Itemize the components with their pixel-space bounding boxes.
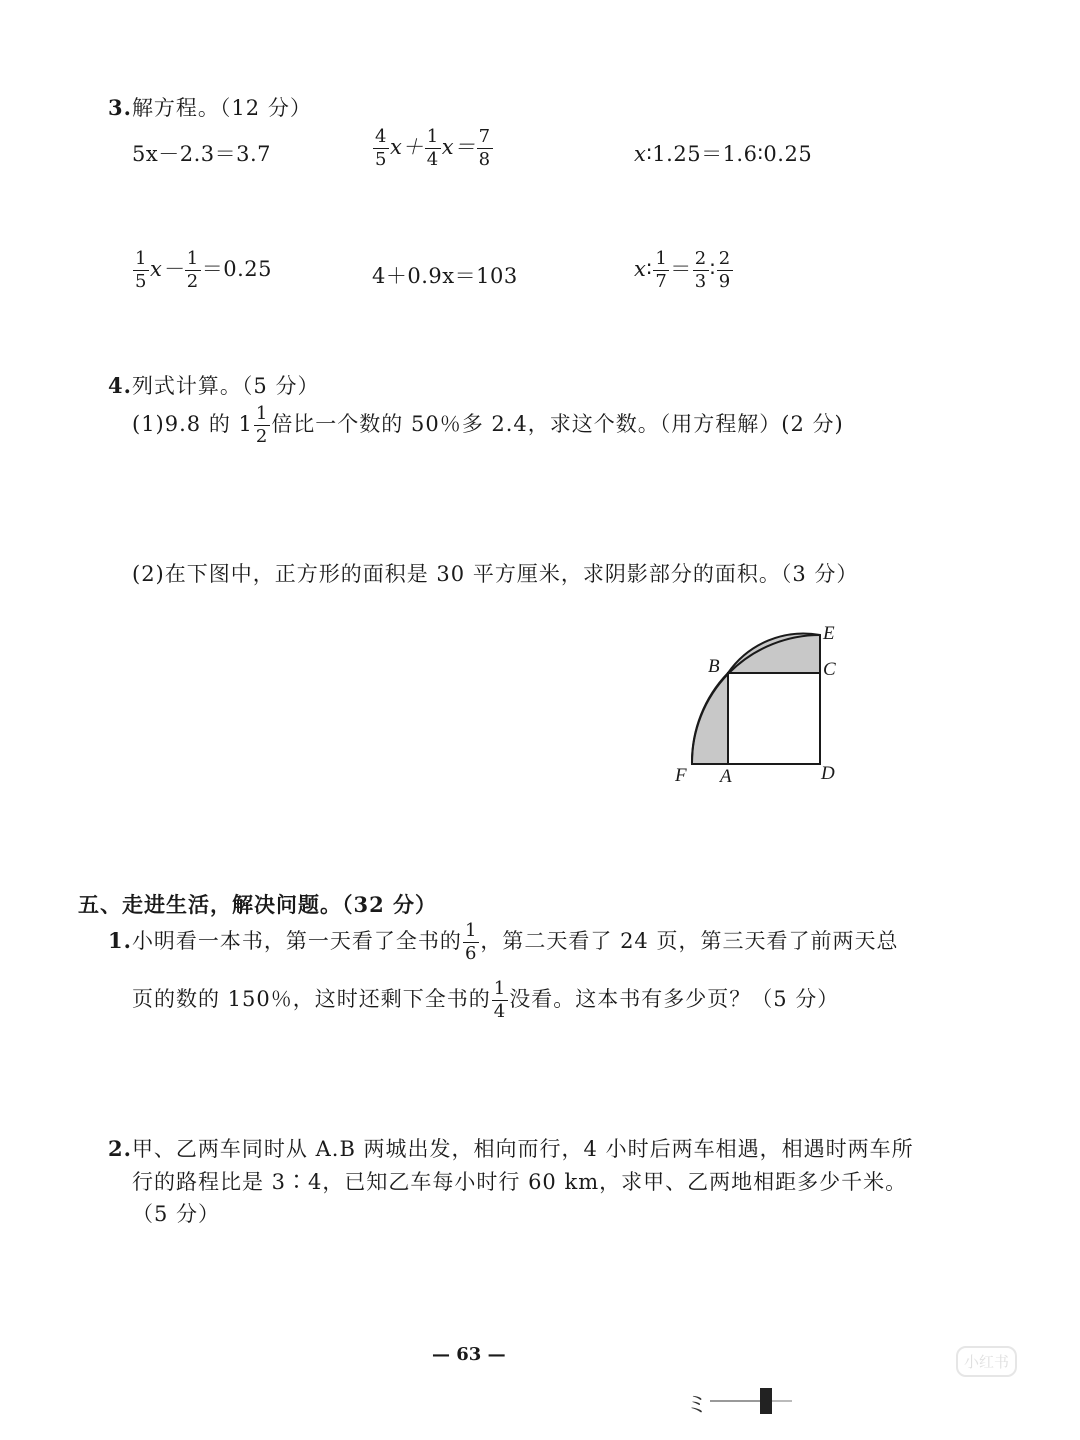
fraction: $\frac{4}{5}$ [375, 126, 387, 170]
fraction: $\frac{1}{4}$ [493, 978, 507, 1022]
geometry-figure [660, 615, 860, 795]
label-a: A [720, 766, 732, 787]
page-number: — 63 — [432, 1344, 506, 1365]
fraction: $\frac{1}{6}$ [464, 920, 478, 964]
s5-q1-number: 1. [108, 928, 132, 953]
equation-2-mid: x＋ [389, 135, 424, 159]
s5-q2-line2: 行的路程比是 3∶4，已知乙车每小时行 60 km，求甲、乙两地相距多少千米。 [132, 1170, 908, 1194]
equation-2-tail: x＝ [441, 135, 476, 159]
equation-3: x∶1.25＝1.6∶0.25 [634, 142, 813, 166]
q4-number: 4. [108, 373, 132, 398]
fraction: $\frac{7}{8}$ [478, 126, 491, 170]
equation-1: 5x－2.3＝3.7 [132, 142, 271, 166]
section5-title: 五、走进生活，解决问题。（32 分） [78, 892, 438, 917]
fraction: $\frac{1}{4}$ [426, 126, 439, 170]
s5-q2-number: 2. [108, 1136, 132, 1161]
q3-heading [108, 92, 312, 122]
label-e: E [823, 623, 835, 644]
fraction: $\frac{2}{9}$ [718, 248, 731, 292]
equation-2 [372, 128, 494, 169]
q4-part2: (2)在下图中，正方形的面积是 30 平方厘米，求阴影部分的面积。（3 分） [132, 562, 859, 586]
s5-q2-line3: （5 分） [132, 1202, 221, 1226]
s5-q1-line2: 页的数的 150％，这时还剩下全书的 $\frac{1}{4}$ 没看。这本书有多少页？（5 分） [132, 978, 840, 1022]
equation-4: $\frac{1}{5}$ x－ $\frac{1}{2}$ ＝0.25 [135, 248, 273, 292]
shaded-region-left [692, 673, 728, 764]
label-c: C [823, 659, 836, 680]
fraction: $\frac{2}{3}$ [694, 248, 707, 292]
q3-number: 3. [108, 95, 132, 120]
fraction: $\frac{1}{2}$ [255, 403, 269, 447]
label-d: D [821, 763, 835, 784]
square [728, 673, 820, 764]
label-f: F [675, 765, 687, 786]
watermark-logo: 小红书 [956, 1346, 1017, 1377]
q4-heading [108, 370, 319, 400]
q4-part1: (1)9.8 的 1 $\frac{1}{2}$ 倍比一个数的 50％多 2.4，求这个数。（用方程解）(2 分) [132, 403, 844, 447]
s5-q2-line1: 2.甲、乙两车同时从 A.B 两城出发，相向而行，4 小时后两车相遇，相遇时两车所 [108, 1136, 914, 1161]
dash-right: — [487, 1344, 506, 1365]
equation-5: 4＋0.9x＝103 [372, 264, 518, 288]
shaded-region-top [728, 634, 820, 673]
bottom-artifact-icon: ミ [686, 1382, 796, 1422]
fraction: $\frac{1}{7}$ [655, 248, 668, 292]
q3-title: 解方程。（12 分） [131, 96, 312, 120]
equation-6: x∶ $\frac{1}{7}$ ＝ $\frac{2}{3}$ ∶ $\frac{2}{9}$ [634, 248, 731, 292]
q4-title: 列式计算。（5 分） [131, 374, 320, 398]
label-b: B [708, 656, 720, 677]
dash-left: — [432, 1344, 450, 1365]
s5-q1-line1: 1.小明看一本书，第一天看了全书的 $\frac{1}{6}$ ，第二天看了 24 页，第三天看了前两天总 [108, 920, 899, 964]
fraction: $\frac{1}{2}$ [186, 248, 199, 292]
fraction: $\frac{1}{5}$ [135, 248, 147, 292]
